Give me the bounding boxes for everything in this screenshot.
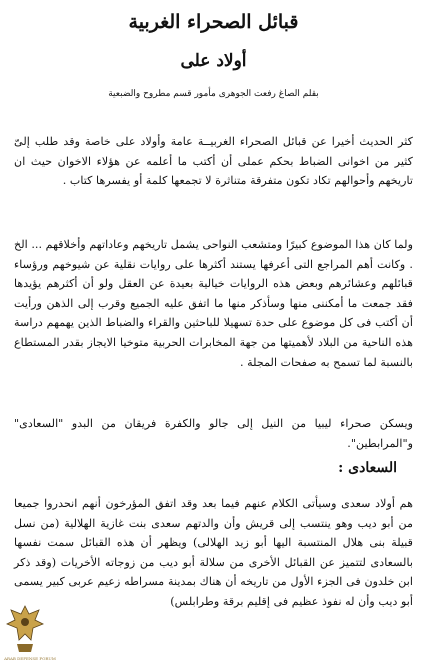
paragraph-intro: كثر الحديث أخيرا عن قبائل الصحراء الغربيــة عامة وأولاد على خاصة وقد طلب إلىّ كثير من اخوانى الضباط بحكم عملى أن أكتب ما أعلمه عن هؤلاء الاخوان حيث ان تاريخهم وأحوالهم تكاد تكون متفرقة متناثرة لا تجمعها كلمة أو يفسرها كتاب . bbox=[14, 135, 413, 188]
watermark-caption: ARAB DEFENSE FORUM bbox=[4, 656, 56, 661]
paragraph-sources: ولما كان هذا الموضوع كبيرًا ومتشعب النواحى يشمل تاريخهم وعاداتهم وأخلاقهم ... الخ . وكانت أهم المراجع التى أعرفها يستند أكثرها على روايات نقلية عن شيوخهم ورؤساء قبائلهم وعشائرهم وبعض هذه الروايات خيالية بعيدة عن العقل ولو أن أكثرهم يؤيدها فقد جمعت ما أمكننى منها وسأذكر منها ما اتفق عليه الجميع وقرب إلى الذهن ورأيت أن أكتب فى كل موضوع على حدة تسهيلا للباحثين والقراء والضباط الذين يهمهم دراسة هذه الناحية من البلاد لأهميتها من جهة المخابرات الحربية متوخيا الايجاز بقدر المستطاع بالنسبة لما تسمح به صفحات المجلة . bbox=[14, 238, 413, 369]
paragraph-saadi: هم أولاد سعدى وسيأتى الكلام عنهم فيما بعد وقد اتفق المؤرخون أنهم انحدروا جميعا من أبو ديب وهو ينتسب إلى قريش وأن والدتهم سعدى بنت غازية الهلالية (من نسل قبيلة بنى هلال المنتسبة اليها أبو زيد الهلالى) ويظهر أن هذه القبائل سمت نفسها بالسعادى لتتميز عن القبائل الأخرى من سلالة أبو ديب من زوجاته الأخريات (وقد ذكر ابن خلدون فى الجزء الأول من تاريخه أن هناك بمدينة مسراطه زعيم عربى كبير يسمى أبو ديب وأن له نفوذ عظيم فى إقليم برقة وطرابلس) bbox=[14, 497, 413, 608]
document-subtitle: أولاد على bbox=[180, 51, 247, 71]
section-heading-saadi: السعادى : bbox=[338, 460, 397, 476]
paragraph-inhabitants: ويسكن صحراء ليبيا من النيل إلى جالو والكفرة فريقان من البدو "السعادى" و"المرابطين". bbox=[14, 417, 413, 450]
author-byline: بقلم الصاغ رفعت الجوهرى مأمور قسم مطروح والضبعية bbox=[108, 89, 319, 99]
eagle-emblem-icon bbox=[3, 600, 47, 660]
document-title: قبائل الصحراء الغربية bbox=[128, 11, 299, 33]
